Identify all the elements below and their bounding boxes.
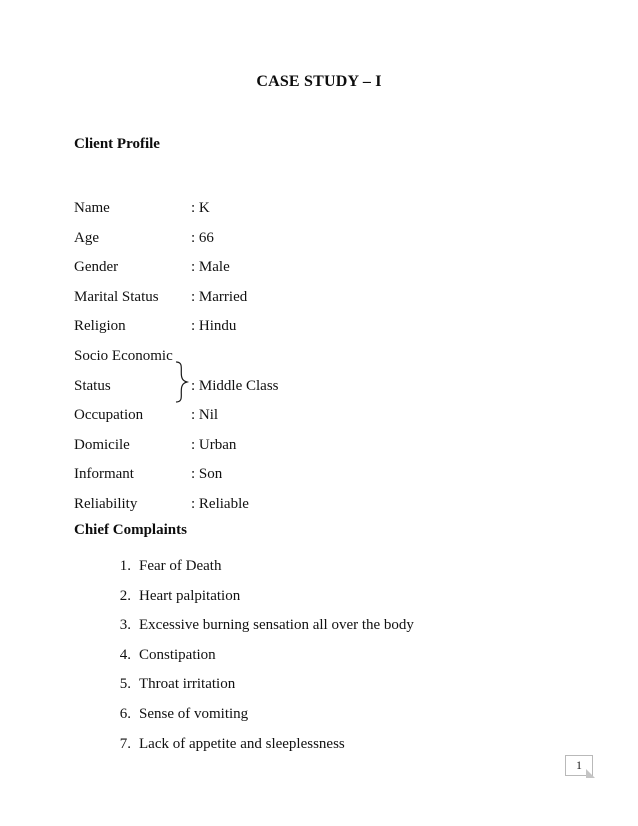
profile-label: Informant [74, 466, 134, 483]
profile-label: Reliability [74, 495, 138, 512]
profile-label: Occupation [74, 407, 144, 424]
profile-row [74, 283, 494, 313]
profile-label: Socio Economic [74, 347, 173, 364]
profile-value: : Urban [191, 436, 237, 453]
list-item-text: Constipation [139, 646, 216, 663]
client-profile-table [74, 194, 494, 520]
list-item-number: 7. [119, 735, 131, 752]
profile-row [74, 431, 494, 461]
profile-value: : 66 [191, 229, 214, 246]
list-item-text: Throat irritation [139, 676, 236, 693]
list-item-text: Lack of appetite and sleeplessness [139, 735, 345, 752]
profile-label: Domicile [74, 436, 130, 453]
list-item [112, 670, 572, 700]
list-item [112, 641, 572, 671]
profile-row-socio-economic-line1 [74, 342, 494, 372]
list-item-number: 3. [119, 617, 131, 634]
profile-label-status: Status [74, 377, 111, 394]
list-item-text: Fear of Death [139, 558, 222, 574]
page-number-badge [565, 755, 595, 778]
list-item-text: Heart palpitation [139, 587, 241, 604]
profile-value: : K [191, 200, 210, 216]
list-item-number: 6. [119, 705, 131, 722]
list-item [112, 700, 572, 730]
list-item [112, 730, 572, 760]
chief-complaints-heading: Chief Complaints [74, 522, 187, 538]
profile-label: Marital Status [74, 288, 159, 305]
client-profile-heading: Client Profile [74, 136, 160, 152]
profile-row [74, 312, 494, 342]
profile-value: : Son [191, 466, 223, 483]
list-item [112, 611, 572, 641]
profile-row [74, 194, 494, 224]
document-title: CASE STUDY – I [256, 73, 382, 90]
profile-value: : Male [191, 259, 230, 276]
profile-row [74, 460, 494, 490]
profile-label: Name [74, 200, 110, 216]
profile-row-socio-economic-line2 [74, 372, 494, 402]
profile-value-socio-economic: : Middle Class [191, 377, 279, 394]
profile-row [74, 401, 494, 431]
profile-value: : Married [191, 288, 248, 305]
profile-label: Religion [74, 318, 126, 335]
list-item-number: 4. [119, 646, 131, 663]
list-item-number: 1. [119, 558, 131, 574]
profile-row [74, 224, 494, 254]
list-item-text: Excessive burning sensation all over the body [139, 617, 414, 634]
profile-value: : Reliable [191, 495, 249, 512]
list-item-number: 5. [119, 676, 131, 693]
list-item-number: 2. [119, 587, 131, 604]
list-item [112, 552, 572, 582]
chief-complaints-list [112, 552, 572, 759]
profile-row [74, 490, 494, 520]
profile-row [74, 253, 494, 283]
list-item [112, 582, 572, 612]
page-number-value: 1 [576, 758, 582, 772]
profile-value: : Hindu [191, 318, 237, 335]
profile-label: Gender [74, 259, 119, 276]
page-curl-icon [586, 769, 595, 778]
list-item-text: Sense of vomiting [139, 705, 249, 722]
profile-label: Age [74, 229, 99, 246]
profile-value: : Nil [191, 407, 219, 424]
